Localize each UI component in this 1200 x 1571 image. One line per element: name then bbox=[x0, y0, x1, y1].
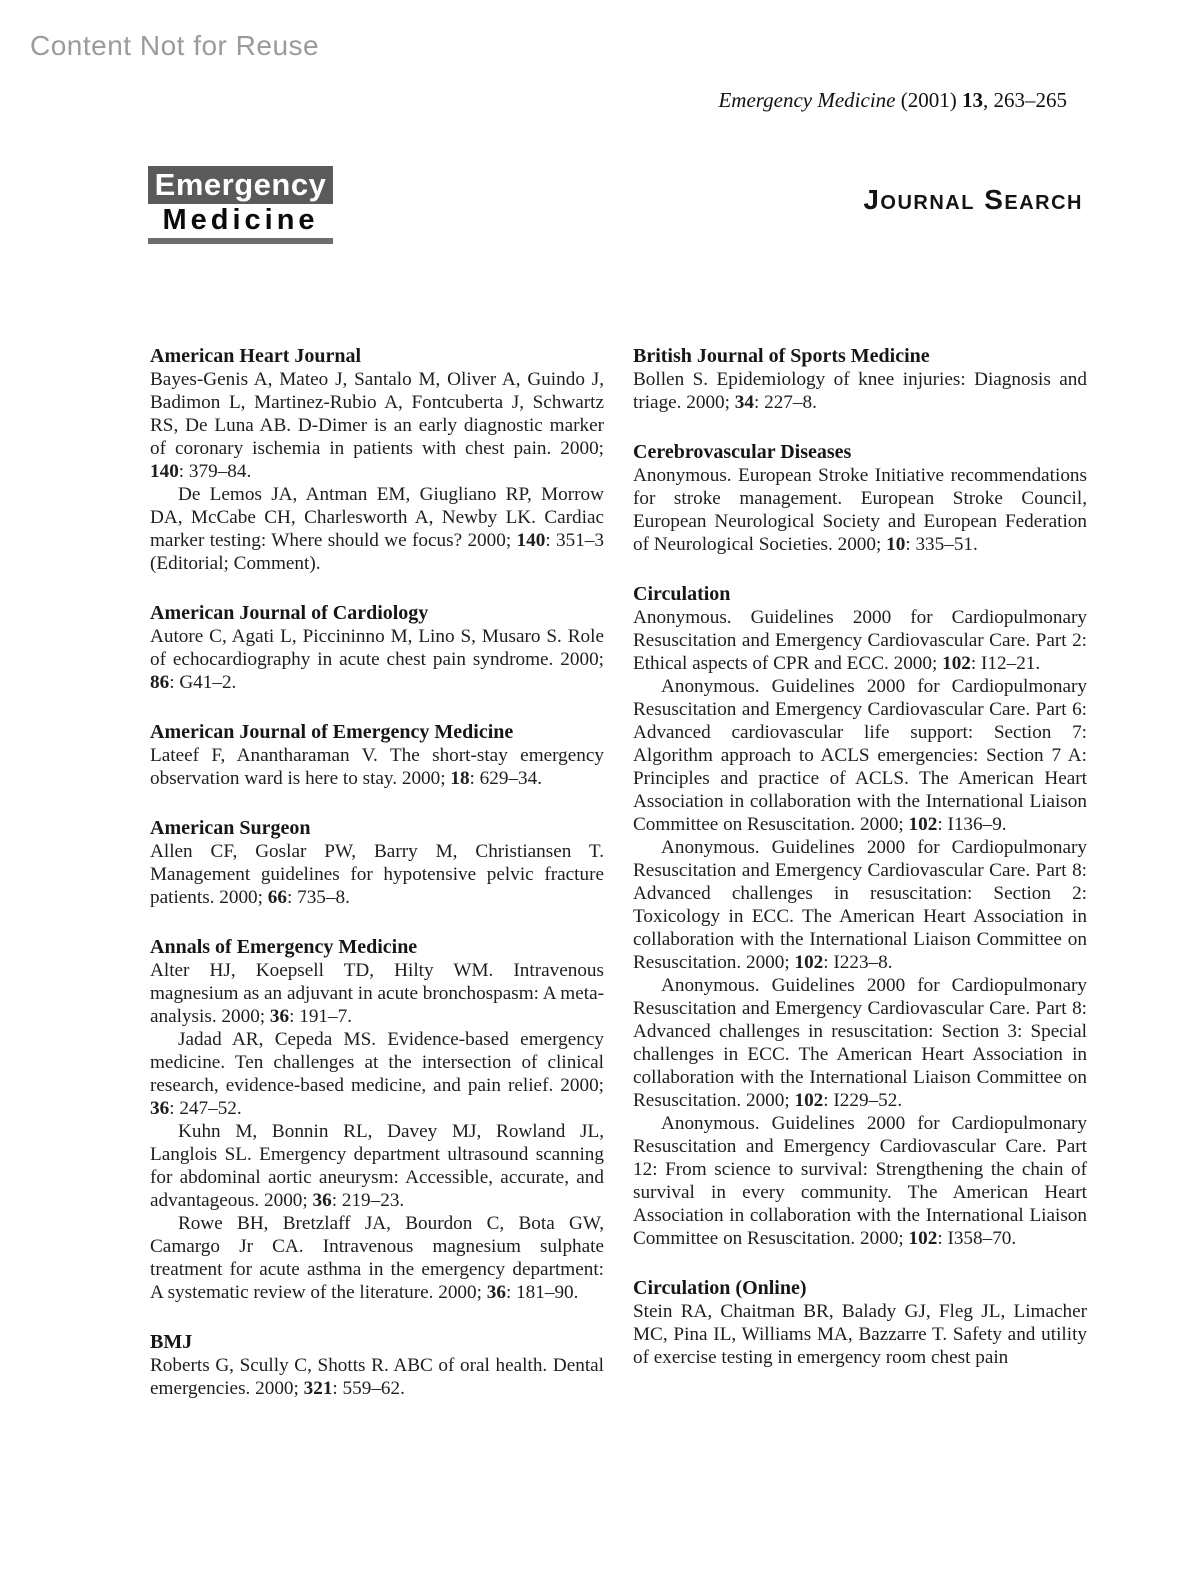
citation-text: Bayes-Genis A, Mateo J, Santalo M, Oliver A, Guindo J, Badimon L, Martinez-Rubio A, Fontcuberta J, Schwartz RS, De Luna AB. D-Dimer is an early diagnostic marker of coronary ischemia in patients with chest pain. 2000; bbox=[150, 369, 604, 459]
citation-text: Anonymous. Guidelines 2000 for Cardiopulmonary Resuscitation and Emergency Cardiovascular Care. Part 2: Ethical aspects of CPR and ECC. 2000; bbox=[633, 607, 1087, 674]
journal-section bbox=[633, 1277, 1087, 1369]
citation-text: Anonymous. Guidelines 2000 for Cardiopulmonary Resuscitation and Emergency Cardiovascular Care. Part 8: Advanced challenges in resuscitation: Section 3: Special challenges in ECC. The American Heart Association in collaboration with the International Liaison Committee on Resuscitation. 2000; bbox=[633, 975, 1087, 1111]
citation-volume: 140 bbox=[516, 530, 546, 551]
citation-text: : I358–70. bbox=[937, 1228, 1017, 1249]
journal-heading: BMJ bbox=[150, 1331, 193, 1353]
citation-text: Bollen S. Epidemiology of knee injuries: Diagnosis and triage. 2000; bbox=[633, 369, 1087, 413]
journal-heading: Annals of Emergency Medicine bbox=[150, 936, 418, 958]
journal-section bbox=[150, 602, 604, 694]
citation-text: Anonymous. European Stroke Initiative recommendations for stroke management. European Stroke Council, European Neurological Society and European Federation of Neurological Societies. 2000; bbox=[633, 465, 1087, 555]
journal-logo bbox=[148, 166, 333, 244]
citation-paragraph bbox=[633, 836, 1087, 974]
citation-text: Stein RA, Chaitman BR, Balady GJ, Fleg JL, Limacher MC, Pina IL, Williams MA, Bazzarre T. Safety and utility of exercise testing in emergency room chest pain bbox=[633, 1301, 1087, 1368]
citation-paragraph bbox=[150, 959, 604, 1028]
journal-section bbox=[633, 345, 1087, 414]
citation-paragraph bbox=[633, 675, 1087, 836]
citation-text: : 559–62. bbox=[332, 1378, 405, 1399]
citation-paragraph bbox=[633, 974, 1087, 1112]
citation-volume: 102 bbox=[794, 1090, 824, 1111]
citation-text: : I229–52. bbox=[823, 1090, 903, 1111]
journal-heading: American Surgeon bbox=[150, 817, 311, 839]
citation-text: Roberts G, Scully C, Shotts R. ABC of oral health. Dental emergencies. 2000; bbox=[150, 1355, 604, 1399]
citation-text: Rowe BH, Bretzlaff JA, Bourdon C, Bota GW, Camargo Jr CA. Intravenous magnesium sulphate treatment for acute asthma in the emergency department: A systematic review of the literature. 2000; bbox=[150, 1213, 604, 1303]
citation-columns bbox=[150, 345, 1087, 1400]
citation-volume: 102 bbox=[908, 1228, 938, 1249]
citation-volume: 34 bbox=[734, 392, 754, 413]
citation-text: : 191–7. bbox=[289, 1006, 353, 1027]
journal-section bbox=[150, 721, 604, 790]
journal-heading: American Heart Journal bbox=[150, 345, 362, 367]
citation-volume: 102 bbox=[908, 814, 938, 835]
citation-paragraph bbox=[150, 840, 604, 909]
journal-logo-line1: Emergency bbox=[148, 166, 333, 204]
citation-paragraph bbox=[633, 1112, 1087, 1250]
watermark-text: Content Not for Reuse bbox=[30, 30, 320, 61]
citation-volume: 321 bbox=[303, 1378, 333, 1399]
journal-section bbox=[633, 441, 1087, 556]
journal-section bbox=[150, 817, 604, 909]
citation-volume: 36 bbox=[269, 1006, 290, 1027]
running-head-citation bbox=[718, 88, 1067, 113]
citation-volume: 102 bbox=[794, 952, 824, 973]
journal-section bbox=[633, 583, 1087, 1250]
citation-text: Anonymous. Guidelines 2000 for Cardiopulmonary Resuscitation and Emergency Cardiovascular Care. Part 8: Advanced challenges in resuscitation: Section 2: Toxicology in ECC. The American Heart Association in collaboration with the International Liaison Committee on Resuscitation. 2000; bbox=[633, 837, 1087, 973]
running-head-year: (2001) bbox=[895, 88, 962, 112]
citation-text: De Lemos JA, Antman EM, Giugliano RP, Morrow DA, McCabe CH, Charlesworth A, Newby LK. Cardiac marker testing: Where should we focus? 2000; bbox=[150, 484, 604, 551]
left-column bbox=[150, 345, 604, 1400]
citation-text: Kuhn M, Bonnin RL, Davey MJ, Rowland JL, Langlois SL. Emergency department ultrasound scanning for abdominal aortic aneurysm: Accessible, accurate, and advantageous. 2000; bbox=[150, 1121, 604, 1211]
citation-paragraph bbox=[150, 483, 604, 575]
citation-text: : I136–9. bbox=[937, 814, 1007, 835]
citation-text: Autore C, Agati L, Piccininno M, Lino S, Musaro S. Role of echocardiography in acute chest pain syndrome. 2000; bbox=[150, 626, 604, 670]
citation-volume: 86 bbox=[150, 672, 170, 693]
citation-text: Alter HJ, Koepsell TD, Hilty WM. Intravenous magnesium as an adjuvant in acute bronchospasm: A meta-analysis. 2000; bbox=[150, 960, 604, 1027]
citation-paragraph bbox=[150, 1212, 604, 1304]
citation-paragraph bbox=[150, 1028, 604, 1120]
journal-section bbox=[150, 1331, 604, 1400]
journal-heading: American Journal of Cardiology bbox=[150, 602, 429, 624]
citation-text: : 735–8. bbox=[286, 887, 350, 908]
citation-text: Anonymous. Guidelines 2000 for Cardiopulmonary Resuscitation and Emergency Cardiovascular Care. Part 12: From science to survival: Strengthening the chain of survival in every community. The American Heart Association in collaboration with the International Liaison Committee on Resuscitation. 2000; bbox=[633, 1113, 1087, 1249]
citation-volume: 66 bbox=[267, 887, 287, 908]
journal-heading: Cerebrovascular Diseases bbox=[633, 441, 852, 463]
journal-logo-underline bbox=[148, 238, 333, 244]
citation-text: : 247–52. bbox=[169, 1098, 242, 1119]
citation-paragraph bbox=[633, 606, 1087, 675]
citation-text: : 219–23. bbox=[331, 1190, 405, 1211]
citation-volume: 36 bbox=[486, 1282, 506, 1303]
journal-heading: Circulation bbox=[633, 583, 731, 605]
journal-heading: Circulation (Online) bbox=[633, 1277, 807, 1299]
citation-text: : 227–8. bbox=[753, 392, 817, 413]
journal-section bbox=[150, 936, 604, 1304]
citation-volume: 102 bbox=[942, 653, 971, 674]
citation-paragraph bbox=[150, 625, 604, 694]
citation-text: : 379–84. bbox=[178, 461, 252, 482]
citation-volume: 18 bbox=[450, 768, 470, 789]
citation-text: Jadad AR, Cepeda MS. Evidence-based emergency medicine. Ten challenges at the intersection of clinical research, evidence-based medicine, and pain relief. 2000; bbox=[150, 1029, 604, 1096]
running-head-journal: Emergency Medicine bbox=[718, 88, 896, 112]
citation-text: Allen CF, Goslar PW, Barry M, Christiansen T. Management guidelines for hypotensive pelvic fracture patients. 2000; bbox=[150, 841, 604, 908]
citation-volume: 36 bbox=[312, 1190, 332, 1211]
citation-text: : 335–51. bbox=[905, 534, 978, 555]
citation-text: : I12–21. bbox=[970, 653, 1041, 674]
citation-paragraph bbox=[150, 1120, 604, 1212]
page-title: Journal Search bbox=[863, 184, 1083, 215]
citation-text: : 629–34. bbox=[469, 768, 543, 789]
citation-paragraph bbox=[150, 744, 604, 790]
journal-heading: British Journal of Sports Medicine bbox=[633, 345, 930, 367]
journal-heading: American Journal of Emergency Medicine bbox=[150, 721, 514, 743]
citation-paragraph bbox=[150, 1354, 604, 1400]
citation-paragraph bbox=[633, 1300, 1087, 1369]
citation-text: : 351–3 (Editorial; Comment). bbox=[150, 530, 604, 574]
citation-text: : G41–2. bbox=[169, 672, 237, 693]
citation-text: Lateef F, Anantharaman V. The short-stay emergency observation ward is here to stay. 2000; bbox=[150, 745, 604, 789]
citation-text: : 181–90. bbox=[505, 1282, 579, 1303]
citation-volume: 140 bbox=[150, 461, 179, 482]
journal-section bbox=[150, 345, 604, 575]
running-head-pages: , 263–265 bbox=[983, 88, 1067, 112]
right-column bbox=[633, 345, 1087, 1400]
citation-text: : I223–8. bbox=[823, 952, 893, 973]
citation-paragraph bbox=[633, 368, 1087, 414]
citation-volume: 36 bbox=[150, 1098, 170, 1119]
citation-text: Anonymous. Guidelines 2000 for Cardiopulmonary Resuscitation and Emergency Cardiovascular Care. Part 6: Advanced cardiovascular life support: Section 7: Algorithm approach to ACLS emergencies: Section 7 A: Principles and practice of ACLS. The American Heart Association in collaboration with the International Liaison Committee on Resuscitation. 2000; bbox=[633, 676, 1087, 835]
journal-logo-line2: Medicine bbox=[148, 204, 333, 237]
running-head-volume: 13 bbox=[962, 88, 983, 112]
citation-paragraph bbox=[150, 368, 604, 483]
citation-volume: 10 bbox=[886, 534, 906, 555]
citation-paragraph bbox=[633, 464, 1087, 556]
